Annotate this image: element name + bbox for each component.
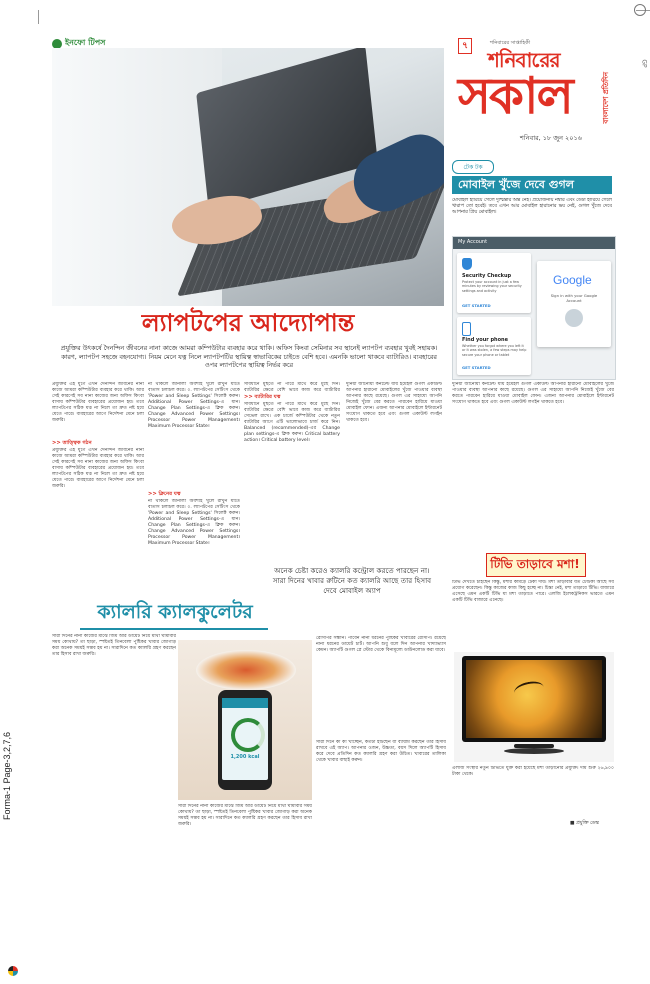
phone-app-stat: 1,200 kcal bbox=[230, 754, 260, 760]
laptop-hero-image bbox=[52, 48, 444, 306]
main-subheading-1: >> তাত্ত্বিক গঠন bbox=[52, 440, 92, 446]
main-subheading-3: >> ব্যাটারির যত্ন bbox=[244, 394, 281, 400]
masthead-title-main: সকাল bbox=[458, 67, 572, 125]
phone-device bbox=[218, 690, 272, 790]
tv-credit: ■ প্রযুক্তি ডেস্ক bbox=[570, 821, 599, 826]
calorie-body-3: সারা দিনে কী কী খাচ্ছেন, কতটা হাঁটছেন বা ব্যায়াম করছেন তার হিসাব রাখবে এই অ্যাপ। আপনার ওজন, উচ্চতা, বয়স দিলে অ্যাপটি হিসাব করে দেবে প্রতিদিন কত ক্যালরি গ্রহণ করা উচিত। খাবারের তালিকা থেকে খাবার বাছাই করুন। bbox=[316, 740, 446, 763]
masthead-side-text: বাংলাদেশ প্রতিদিন bbox=[602, 72, 610, 124]
food-bowl bbox=[196, 650, 296, 690]
calorie-body-4: সারা দিনের নানা কাজের মাঝে জিম আর ডায়েট নিয়ে মাথা ঘামাবার সময় কোথায়? তা ছাড়া, স্পষ্টতই তিনবেলা পুষ্টিকর খাবার জোগাড় করা অনেক সময়ই সম্ভব হয় না। সারাদিনে কত ক্যালরি গ্রহণ করছেন তার হিসাব রাখা জরুরি। bbox=[178, 804, 312, 827]
crop-mark-top bbox=[38, 10, 39, 24]
tv-article-headline: টিভি তাড়াবে মশা! bbox=[490, 557, 580, 571]
registration-target-bottom bbox=[8, 966, 18, 976]
security-card-link[interactable]: GET STARTED bbox=[462, 303, 491, 308]
phone-app-ring bbox=[231, 718, 265, 752]
calorie-phone-image bbox=[178, 640, 312, 800]
main-col-1: প্রযুক্তির এই যুগে এখন দৈনন্দিন জীবনের নানা কাজে আমরা কম্পিউটার ব্যবহার করে থাকি। আর সেই কারণেই সব নানা কাজের জন্য অফিস কিংবা বাসায় কম্পিউটার ব্যবহারের প্রয়োজন হয়। তবে ল্যাপটপের সঠিক যত্ন না নিলে তা দ্রুত নষ্ট হয়ে যেতে পারে। ব্যবহারের আগে নির্দেশনা মেনে চলা জরুরি। bbox=[52, 382, 144, 423]
main-subheading-2: >> ক্লিনের যত্ন bbox=[148, 491, 181, 497]
google-signin-card bbox=[537, 261, 611, 347]
phone-icon bbox=[462, 322, 471, 336]
find-phone-link[interactable]: GET STARTED bbox=[462, 365, 491, 370]
tv-caption: এলজি সংস্থার নতুন টিভিতে যুক্ত করা হয়েছে মশা তাড়ানোর প্রযুক্তি। দাম শুরু ২৬,৯০০ টাকা থেকে। bbox=[452, 766, 614, 777]
mobile-article-intro: মোবাইল হারিয়ে গেলে দুশ্চিন্তার অন্ত নেই। প্রয়োজনীয় নম্বার এবং ডেটা হারিয়ে গেলে খারাপ তো হবেই। তবে এখন আর মোবাইল হারানোর ভয় নেই, গুগল খুঁজে দেবে আপনার প্রিয় মোবাইল। bbox=[452, 198, 612, 216]
vertical-corner-code: GP bbox=[640, 59, 648, 68]
tv-base bbox=[504, 748, 564, 754]
masthead-date: শনিবার, ১৮ জুন ২০১৬ bbox=[520, 134, 582, 142]
main-intro: প্রযুক্তির উৎকর্ষে দৈনন্দিন জীবনের নানা কাজে আমরা কম্পিউটার ব্যবহার করে থাকি। অফিস কিংবা সেমিনার সব স্থানেই ল্যাপটপ ব্যবহার খুবই সহায়ক। কারণ, ল্যাপটপ সহজে বহনযোগ্য। নিয়ম মেনে যত্ন নিলে ল্যাপটপটির স্থায়িত্ব স্বাভাবিকের চাইতে বেশি হবে। এমনকি ভালো থাকবে ব্যাটারিও। ব্যবহারের ওপর ল্যাপটপের স্থায়িত্ব নির্ভর করে bbox=[60, 344, 438, 369]
tv-screen bbox=[466, 660, 602, 738]
section-label: ইনফো টিপস bbox=[52, 37, 105, 50]
calorie-deck: অনেক চেষ্টা করেও ক্যালরি কন্ট্রোল করতে পারছেন না। সারা দিনের খাবার রুটিনে কত ক্যালরি আছে তার হিসাব দেবে মোবাইল অ্যাপ bbox=[272, 566, 432, 595]
main-col-4: দুনিয়া জানোয়া কনটেন্ট যায় ইমেইল গুগল একাউন্ট আপনার হারানো মোবাইলের খুঁজে পাওয়ার ব্যবস্থা আপনার কাছে রয়েছে। গুগল এর সাহায্যে আপনি নিজেই খুঁজে বের করতে পারবেন হারিয়ে যাওয়া মোবাইল ফোন। এজন্য আপনার মোবাইলে ইন্টারনেট সংযোগ থাকতে হবে এবং গুগল একাউন্ট লগইন থাকতে হবে। bbox=[346, 382, 442, 423]
masthead-tagline: শনিবারের সাপ্তাহিকী bbox=[490, 40, 531, 46]
phone-app-screen bbox=[222, 698, 268, 780]
google-signin-text: Sign in with your Google Account bbox=[550, 293, 598, 303]
registration-target-right bbox=[634, 4, 646, 16]
tv-image bbox=[454, 652, 614, 762]
calorie-body-2: রেসিপির সন্ধান। পাবেন নানা ধরনের পুষ্টিকর খাবারের রেসিপি। রয়েছে নানা ধরনের ডায়েট চার্ট। আপনি শুধু বলে দিন আপনার খাদ্যাভ্যাস কেমন। অ্যাপটি গুগল প্লে স্টোর থেকে বিনামূল্যে ডাউনলোড করা যাবে। bbox=[316, 636, 446, 653]
page-number-badge: ৭ bbox=[458, 38, 472, 54]
vertical-page-code: Forma-1 Page-3,2,7,6 bbox=[2, 731, 12, 820]
section-icon bbox=[52, 39, 62, 49]
security-card-title: Security Checkup bbox=[462, 273, 512, 279]
shield-icon bbox=[462, 258, 472, 270]
google-logo: Google bbox=[553, 273, 592, 287]
masthead-title-top: শনিবারের bbox=[488, 48, 560, 72]
mobile-article-body: দুনিয়া জানোয়া কনটেন্ট যায় ইমেইল গুগল একাউন্ট আপনার হারানো মোবাইলের খুঁজে পাওয়ার ব্যবস্থা আপনার কাছে রয়েছে। গুগল এর সাহায্যে আপনি নিজেই খুঁজে বের করতে পারবেন হারিয়ে যাওয়া মোবাইল ফোন। এজন্য আপনার মোবাইলে ইন্টারনেট সংযোগ থাকতে হবে এবং গুগল একাউন্ট লগইন থাকতে হবে। bbox=[452, 382, 614, 405]
google-inset-header-title: My Account bbox=[458, 239, 488, 245]
mobile-article-headline: মোবাইল খুঁজে দেবে গুগল bbox=[458, 178, 574, 191]
main-headline: ল্যাপটপের আদ্যোপান্ত bbox=[141, 309, 355, 337]
find-phone-text: Whether you forgot where you left it or it was stolen, a few steps may help secure your phone or tablet bbox=[462, 344, 527, 357]
mobile-article-badge: টেক টক bbox=[452, 160, 494, 174]
google-inset bbox=[452, 236, 616, 380]
phone-app-bar bbox=[222, 698, 268, 708]
calorie-headline-underline bbox=[80, 628, 268, 630]
main-col-1-cont: প্রযুক্তির এই যুগে এখন দৈনন্দিন জীবনের নানা কাজে আমরা কম্পিউটার ব্যবহার করে থাকি। আর সেই কারণেই সব নানা কাজের জন্য অফিস কিংবা বাসায় কম্পিউটার ব্যবহারের প্রয়োজন হয়। তবে ল্যাপটপের সঠিক যত্ন না নিলে তা দ্রুত নষ্ট হয়ে যেতে পারে। ব্যবহারের আগে নির্দেশনা মেনে চলা জরুরি। bbox=[52, 448, 144, 489]
main-col-2-cont: না থাকলে জানালা অবশ্যই খুলে রাখুন যাতে বাতাস চলাচল করে। ০. ল্যাপটপের সেটিংস থেকে 'Power and Sleep Settings' সিলেক্ট করুন। Additional Power Settings-এ যান। Change Plan Settings-এ ক্লিক করুন। Change Advanced Power Settings। Processor Power Management। Maximum Processor State। bbox=[148, 499, 240, 546]
main-col-3: সাবধানে মুছতে না পারে মাথে করে মুছে দিন। ব্যাটারির ক্ষেত্রে বেশি ভাবে কাজ করে ব্যাটারির bbox=[244, 382, 340, 392]
calorie-headline: ক্যালরি ক্যালকুলেটর bbox=[97, 601, 253, 623]
find-phone-card bbox=[457, 317, 531, 375]
security-card bbox=[457, 253, 531, 313]
main-col-2: না থাকলে জানালা অবশ্যই খুলে রাখুন যাতে বাতাস চলাচল করে। ০. ল্যাপটপের সেটিংস থেকে 'Power and Sleep Settings' সিলেক্ট করুন। Additional Power Settings-এ যান। Change Plan Settings-এ ক্লিক করুন। Change Advanced Power Settings। Processor Power Management। Maximum Processor State। bbox=[148, 382, 240, 429]
find-phone-title: Find your phone bbox=[462, 337, 508, 343]
masthead bbox=[450, 36, 610, 156]
tv-article-body: টিভি দেখতে চাইছেন কিন্তু, মশার কামড়ে টেকা দায়। মশা তাড়াবার যত টোটকা আছে সব প্রয়োগ করেছেন। কিন্তু কাজের কাজ কিছু হচ্ছে না। চিন্তা নেই, মশা তাড়াবে টিভি। বাজারে এসেছে এমন একটি টিভি যা মশা তাড়াতে পারে। এলজি ইলেকট্রনিকস ভারতে এমন একটি টিভি বাজারে এনেছে। bbox=[452, 580, 614, 603]
main-col-3-cont: সাবধানে মুছতে না পারে মাথে করে মুছে দিন। ব্যাটারির ক্ষেত্রে বেশি ভাবে কাজ করে ব্যাটারির সেভেল রাখে। এক চার্জে কম্পিউটার থেকে নতুন ব্যাটারির আগে এটি ভালোভাবে চার্জ করে নিন। Balanced (recommended)-এর Change plan settings-এ ক্লিক করুন। Critical battery action। Critical battery level। bbox=[244, 402, 340, 443]
calorie-body-1: সারা দিনের নানা কাজের মাঝে জিম আর ডায়েট নিয়ে মাথা ঘামাবার সময় কোথায়? তা ছাড়া, স্পষ্টতই তিনবেলা পুষ্টিকর খাবার জোগাড় করা অনেক সময়ই সম্ভব হয় না। সারাদিনে কত ক্যালরি গ্রহণ করছেন তার হিসাব রাখা জরুরি। bbox=[52, 634, 176, 657]
security-card-text: Protect your account in just a few minutes by reviewing your security settings and activity bbox=[462, 280, 522, 293]
google-signin-avatar bbox=[565, 309, 583, 327]
